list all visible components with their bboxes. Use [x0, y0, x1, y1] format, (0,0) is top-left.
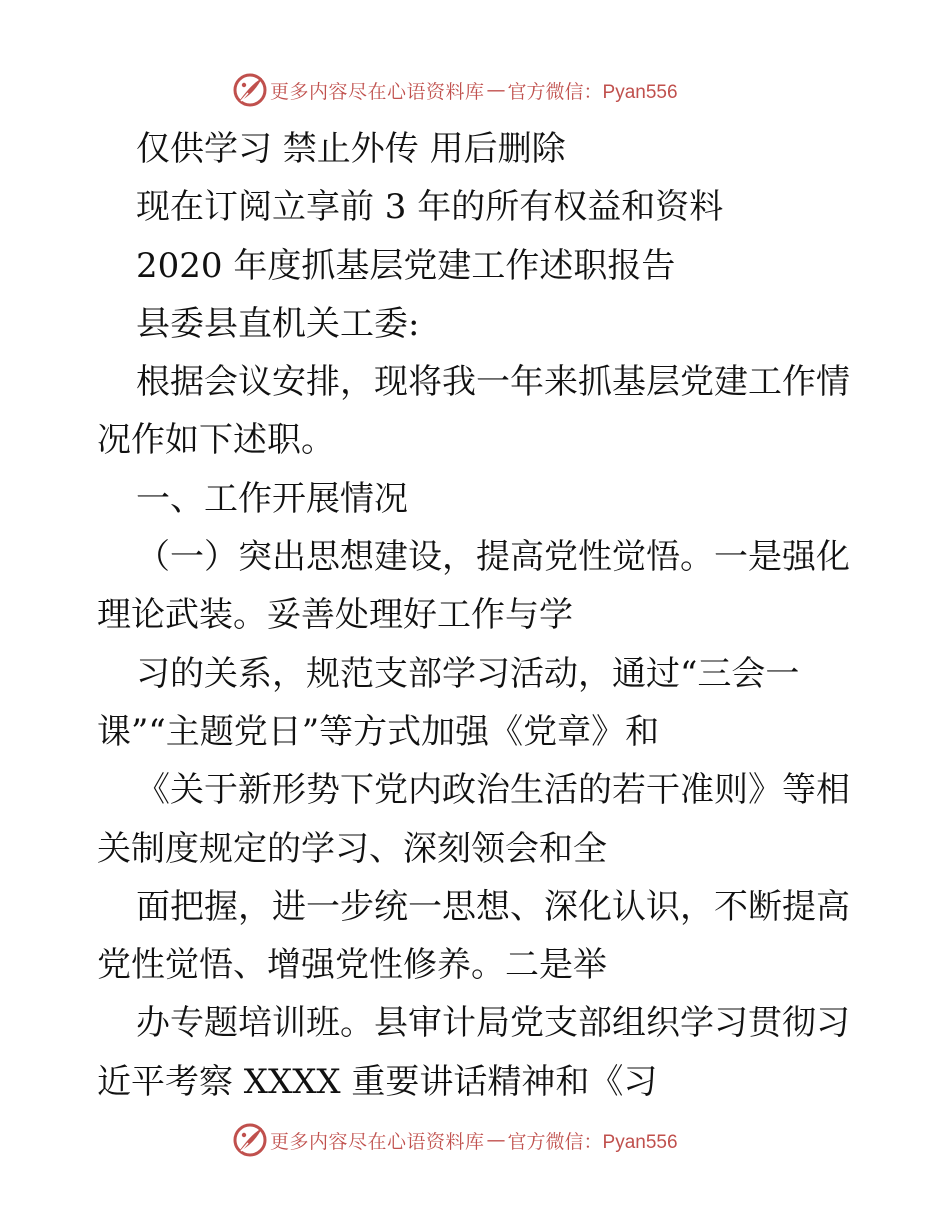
feather-pen-logo-icon	[232, 72, 268, 108]
feather-pen-logo-icon	[232, 1122, 268, 1158]
section-heading: 一、工作开展情况	[136, 478, 408, 519]
paragraph-line: 根据会议安排，现将我一年来抓基层党建工作情	[136, 362, 850, 403]
paragraph-line: 关制度规定的学习、深刻领会和全	[97, 828, 607, 869]
watermark-footer	[232, 1120, 752, 1160]
paragraph-line: 况作如下述职。	[97, 420, 335, 461]
notice-line: 仅供学习 禁止外传 用后删除	[136, 129, 566, 169]
paragraph-line: 课”“主题党日”等方式加强《党章》和	[97, 711, 660, 752]
watermark-separator: —	[486, 1129, 506, 1151]
paragraph-line: 党性觉悟、增强党性修养。二是举	[97, 945, 607, 986]
watermark-text: 更多内容尽在心语资料库	[270, 80, 485, 103]
addressee-line: 县委县直机关工委:	[136, 303, 420, 344]
watermark-header	[232, 70, 752, 110]
subscription-line: 现在订阅立享前 3 年的所有权益和资料	[136, 187, 724, 228]
document-title: 2020 年度抓基层党建工作述职报告	[136, 245, 676, 286]
paragraph-line: 近平考察 XXXX 重要讲话精神和《习	[97, 1061, 658, 1102]
paragraph-line: 办专题培训班。县审计局党支部组织学习贯彻习	[136, 1003, 850, 1044]
watermark-separator: —	[486, 79, 506, 101]
paragraph-line: 习的关系，规范支部学习活动，通过“三会一	[136, 653, 800, 694]
watermark-handle: 官方微信：Pyan556	[507, 1131, 678, 1153]
watermark-handle: 官方微信：Pyan556	[507, 81, 678, 103]
paragraph-line: 面把握，进一步统一思想、深化认识，不断提高	[136, 886, 850, 927]
paragraph-line: 《关于新形势下党内政治生活的若干准则》等相	[136, 770, 850, 811]
watermark-text: 更多内容尽在心语资料库	[270, 1130, 485, 1153]
paragraph-line: 理论武装。妥善处理好工作与学	[97, 595, 573, 636]
document-body	[97, 120, 857, 1111]
paragraph-line: （一）突出思想建设，提高党性觉悟。一是强化	[136, 537, 850, 578]
